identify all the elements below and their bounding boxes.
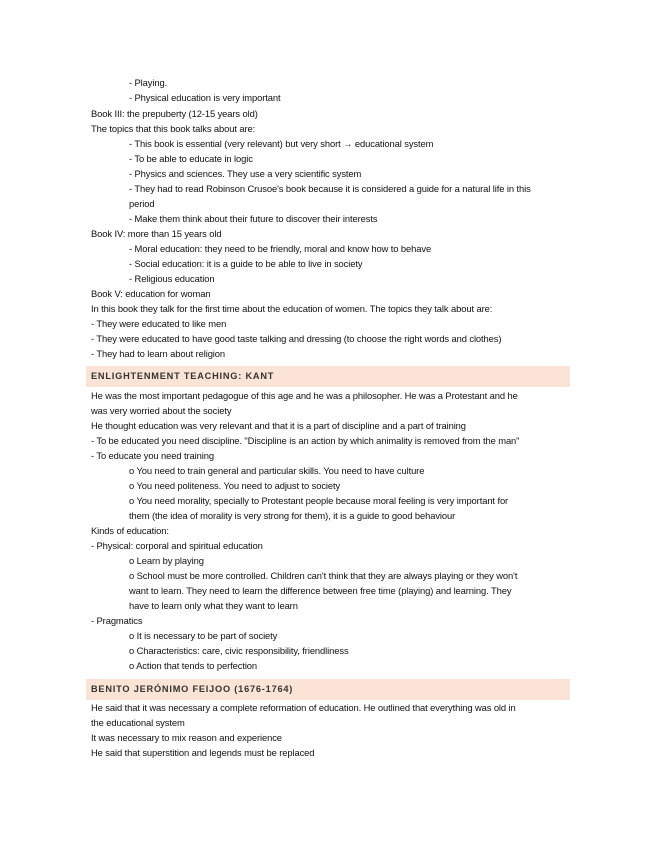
book-heading: Book III: the prepuberty (12-15 years old) (91, 108, 258, 119)
paragraph-line: The topics that this book talks about are: (91, 123, 256, 134)
list-item: - To be able to educate in logic (129, 153, 253, 164)
sub-list-item: o It is necessary to be part of society (129, 630, 278, 641)
list-item: - They had to learn about religion (91, 348, 226, 359)
section-heading-text: BENITO JERÓNIMO FEIJOO (1676-1764) (91, 684, 294, 694)
sub-list-item-continuation: want to learn. They need to learn the difference between free time (playing) and learning. They (129, 585, 512, 596)
sub-list-item-continuation: them (the idea of morality is very strong for them), it is a guide to good behaviour (129, 510, 456, 521)
list-item: - They were educated to like men (91, 318, 227, 329)
list-item-continuation: period (129, 198, 155, 209)
sub-list-item: o Characteristics: care, civic responsibility, friendliness (129, 645, 349, 656)
list-item: - Social education: it is a guide to be able to live in society (129, 258, 363, 269)
list-item: - Moral education: they need to be friendly, moral and know how to behave (129, 243, 432, 254)
book-heading: Book V: education for woman (91, 288, 211, 299)
paragraph-line: the educational system (91, 717, 185, 728)
paragraph-line: was very worried about the society (91, 405, 232, 416)
list-item: - Physical education is very important (129, 92, 281, 103)
section-heading-feijoo (86, 679, 570, 700)
paragraph-line: He thought education was very relevant and that it is a part of discipline and a part of training (91, 420, 466, 431)
section-heading-kant (86, 366, 570, 387)
paragraph-line: He was the most important pedagogue of this age and he was a philosopher. He was a Protestant and he (91, 390, 518, 401)
paragraph-line: He said that superstition and legends must be replaced (91, 747, 315, 758)
list-item: - Physical: corporal and spiritual education (91, 540, 263, 551)
list-item: - To educate you need training (91, 450, 214, 461)
sub-list-item: o School must be more controlled. Children can't think that they are always playing or they won't (129, 570, 518, 581)
list-item: - They were educated to have good taste talking and dressing (to choose the right words and clothes) (91, 333, 502, 344)
sub-list-item: o You need to train general and particular skills. You need to have culture (129, 465, 425, 476)
list-item: - Playing. (129, 77, 168, 88)
list-item: - Religious education (129, 273, 215, 284)
sub-list-item: o You need morality, specially to Protestant people because moral feeling is very important for (129, 495, 509, 506)
section-heading-text: ENLIGHTENMENT TEACHING: KANT (91, 371, 275, 381)
sub-list-item: o Learn by playing (129, 555, 204, 566)
list-item: - This book is essential (very relevant) but very short → educational system (129, 138, 434, 149)
paragraph-line: In this book they talk for the first time about the education of women. The topics they talk about are: (91, 303, 493, 314)
sub-list-item: o Action that tends to perfection (129, 660, 258, 671)
list-item: - Make them think about their future to discover their interests (129, 213, 378, 224)
list-item: - They had to read Robinson Crusoe's book because it is considered a guide for a natural life in this (129, 183, 531, 194)
list-item: - To be educated you need discipline. "Discipline is an action by which animality is removed from the man" (91, 435, 520, 446)
paragraph-line: It was necessary to mix reason and experience (91, 732, 282, 743)
list-item: - Pragmatics (91, 615, 143, 626)
sub-list-item: o You need politeness. You need to adjust to society (129, 480, 341, 491)
list-item: - Physics and sciences. They use a very scientific system (129, 168, 362, 179)
paragraph-line: Kinds of education: (91, 525, 169, 536)
sub-list-item-continuation: have to learn only what they want to learn (129, 600, 298, 611)
paragraph-line: He said that it was necessary a complete reformation of education. He outlined that everything was old in (91, 702, 516, 713)
book-heading: Book IV: more than 15 years old (91, 228, 222, 239)
